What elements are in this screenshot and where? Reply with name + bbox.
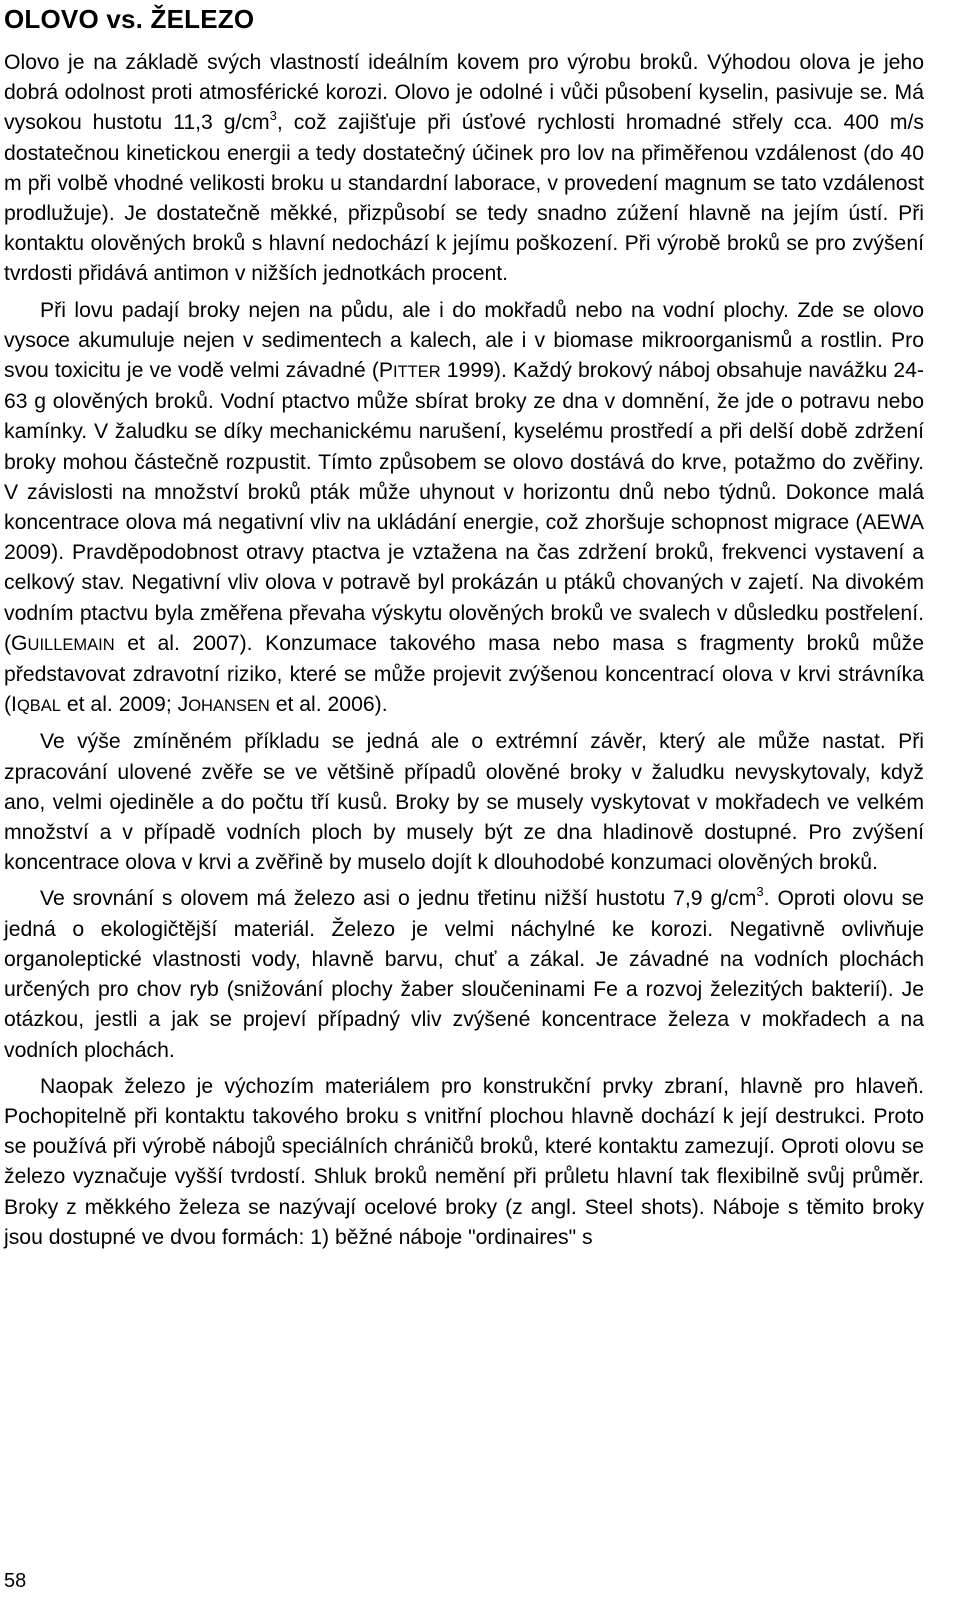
- document-page: [4, 0, 924, 1615]
- superscript: 3: [269, 108, 277, 124]
- text-run: 1999). Každý brokový náboj obsahuje navážku 24-63 g olověných broků. Vodní ptactvo může sbírat broky ze dna v domnění, že jde o potravu nebo kamínky. V žaludku se díky mechanickému narušení, kyselému prostředí a při delší době zdržení broky mohou částečně rozpustit. Tímto způsobem se olovo dostává do krve, potažmo do zvěřiny. V závislosti na množství broků pták může uhynout v horizontu dnů nebo týdnů. Dokonce malá koncentrace olova má negativní vliv na ukládání energie, což zhoršuje schopnost migrace (AEWA 2009). Pravděpodobnost otravy ptactva je vztažena na čas zdržení broků, frekvenci vystavení a celkový stav. Negativní vliv olova v potravě byl prokázán u ptáků chovaných v zajetí. Na divokém vodním ptactvu byla změřena převaha výskytu olověných broků ve svalech v důsledku postřelení. (G: [4, 359, 924, 655]
- page-number: 58: [4, 1570, 27, 1592]
- paragraph-lead-toxicity: [4, 296, 924, 722]
- citation-smallcaps: ITTER: [393, 363, 441, 382]
- paragraph-iron-comparison: [4, 884, 924, 1065]
- text-run: Ve srovnání s olovem má železo asi o jednu třetinu nižší hustotu 7,9 g/cm: [40, 887, 757, 911]
- text-run: Při lovu padají broky nejen na půdu, ale i do mokřadů nebo na vodní plochy. Zde se olovo vysoce akumuluje nejen v sedimentech a kalech, ale i v biomase mikroorganismů a rostlin. Pro svou toxicitu je ve vodě velmi závadné (P: [4, 298, 924, 383]
- superscript: 3: [756, 884, 764, 900]
- text-run: et al. 2009; J: [60, 693, 189, 717]
- citation-smallcaps: QBAL: [16, 697, 61, 716]
- text-run: . Oproti olovu se jedná o ekologičtější materiál. Železo je velmi náchylné ke korozi. Negativně ovlivňuje organoleptické vlastnosti vody, hlavně barvu, chuť a zákal. Je závadné na vodních plochách určených pro chov ryb (snižování plochy žaber sloučeninami Fe a rozvoj železitých bakterií). Je otázkou, jestli a jak se projeví případný vliv zvýšené koncentrace železa v mokřadech a na vodních plochách.: [4, 887, 924, 1062]
- paragraph-iron-barrel: Naopak železo je výchozím materiálem pro konstrukční prvky zbraní, hlavně pro hlaveň. Pochopitelně při kontaktu takového broku s vnitřní plochou hlavně dochází k její destrukci. Proto se používá při výrobě nábojů speciálních chráničů broků, které kontaktu zamezují. Oproti olovu se železo vyznačuje vyšší tvrdostí. Shluk broků nemění při průletu hlavní tak flexibilně svůj průměr. Broky z měkkého železa se nazývají ocelové broky (z angl. Steel shots). Náboje s těmito broky jsou dostupné ve dvou formách: 1) běžné náboje "ordinaires" s: [4, 1074, 924, 1249]
- paragraph-lead-properties: [4, 48, 924, 290]
- text-run: et al. 2006).: [269, 693, 388, 717]
- citation-smallcaps: UILLEMAIN: [27, 635, 115, 654]
- section-title: OLOVO vs. ŽELEZO: [4, 4, 255, 34]
- text-run: et al. 2007). Konzumace takového masa nebo masa s fragmenty broků může představovat zdravotní riziko, které se může projevit zvýšenou koncentrací olova v krvi strávníka (I: [4, 631, 924, 717]
- text-run: Olovo je na základě svých vlastností ideálním kovem pro výrobu broků. Výhodou olova je jeho dobrá odolnost proti atmosférické korozi. Olovo je odolné i vůči působení kyselin, pasivuje se. Má vysokou hustotu 11,3 g/cm: [4, 51, 924, 135]
- text-run: , což zajišťuje při úsťové rychlosti hromadné střely cca. 400 m/s dostatečnou kinetickou energii a tedy dostatečný účinek pro lov na přiměřenou vzdálenost (do 40 m při volbě vhodné velikosti broku u standardní laborace, v provedení magnum se tato vzdálenost prodlužuje). Je dostatečně měkké, přizpůsobí se tedy snadno zúžení hlavně na jejím ústí. Při kontaktu olověných broků s hlavní nedochází k jejímu poškození. Při výrobě broků se pro zvýšení tvrdosti přidává antimon v nižších jednotkách procent.: [4, 111, 924, 286]
- citation-smallcaps: OHANSEN: [188, 697, 270, 716]
- body-text: [4, 48, 924, 1259]
- paragraph-extreme-case: Ve výše zmíněném příkladu se jedná ale o extrémní závěr, který ale může nastat. Při zpracování ulovené zvěře se ve většině případů olověné broky v žaludku nevyskytovaly, když ano, velmi ojediněle a do počtu tří kusů. Broky by se musely vyskytovat v mokřadech ve velkém množství a v případě vodních ploch by musely být ze dna hladinově dostupné. Pro zvýšení koncentrace olova v krvi a zvěřině by muselo dojít k dlouhodobé konzumaci olověných broků.: [4, 730, 924, 875]
